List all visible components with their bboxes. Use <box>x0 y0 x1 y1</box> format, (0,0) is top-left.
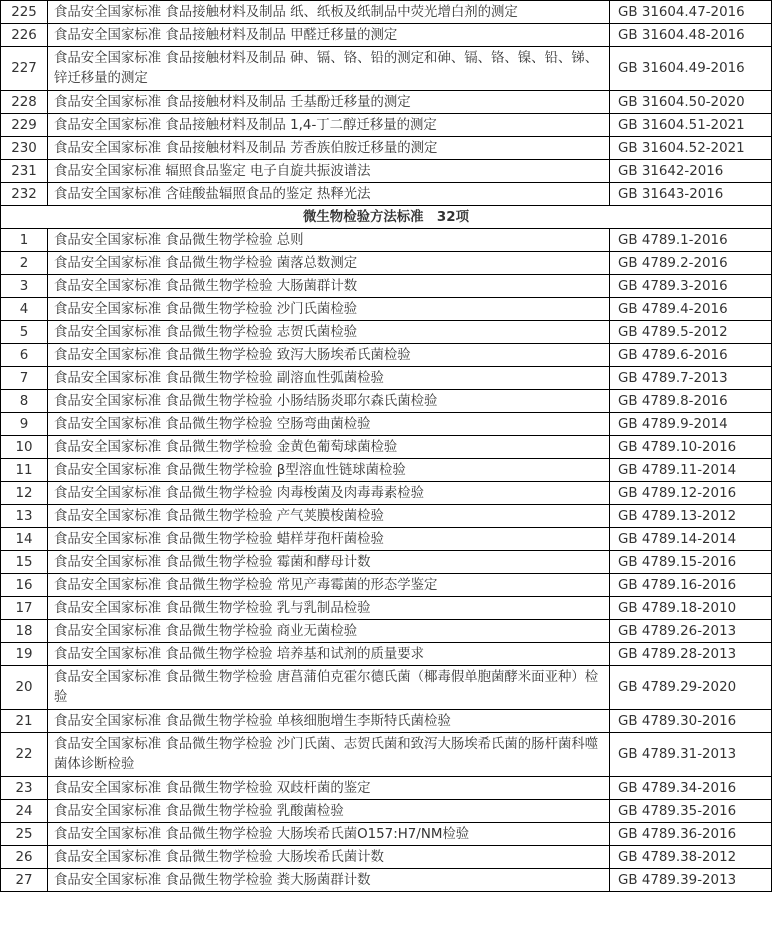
standard-code: GB 4789.9-2014 <box>610 413 772 436</box>
standard-name: 食品安全国家标准 食品微生物学检验 金黄色葡萄球菌检验 <box>48 436 610 459</box>
standard-code: GB 4789.6-2016 <box>610 344 772 367</box>
row-number: 20 <box>1 666 48 710</box>
standard-code: GB 31604.50-2020 <box>610 91 772 114</box>
standard-name: 食品安全国家标准 食品微生物学检验 乳酸菌检验 <box>48 800 610 823</box>
row-number: 2 <box>1 252 48 275</box>
standard-code: GB 31604.51-2021 <box>610 114 772 137</box>
row-number: 11 <box>1 459 48 482</box>
standard-code: GB 31604.48-2016 <box>610 24 772 47</box>
standard-code: GB 4789.14-2014 <box>610 528 772 551</box>
standard-code: GB 4789.10-2016 <box>610 436 772 459</box>
standard-name: 食品安全国家标准 辐照食品鉴定 电子自旋共振波谱法 <box>48 160 610 183</box>
row-number: 230 <box>1 137 48 160</box>
standard-name: 食品安全国家标准 食品微生物学检验 商业无菌检验 <box>48 620 610 643</box>
table-row <box>1 137 772 160</box>
standard-name: 食品安全国家标准 食品微生物学检验 大肠菌群计数 <box>48 275 610 298</box>
standard-code: GB 4789.16-2016 <box>610 574 772 597</box>
row-number: 15 <box>1 551 48 574</box>
standard-code: GB 31643-2016 <box>610 183 772 206</box>
standards-table-body <box>1 1 772 892</box>
standard-name: 食品安全国家标准 食品微生物学检验 双歧杆菌的鉴定 <box>48 777 610 800</box>
row-number: 4 <box>1 298 48 321</box>
table-row <box>1 390 772 413</box>
standard-code: GB 4789.30-2016 <box>610 710 772 733</box>
row-number: 6 <box>1 344 48 367</box>
table-row <box>1 321 772 344</box>
row-number: 231 <box>1 160 48 183</box>
table-row <box>1 620 772 643</box>
row-number: 16 <box>1 574 48 597</box>
row-number: 226 <box>1 24 48 47</box>
table-row <box>1 367 772 390</box>
standard-code: GB 4789.15-2016 <box>610 551 772 574</box>
standard-name: 食品安全国家标准 食品微生物学检验 菌落总数测定 <box>48 252 610 275</box>
standard-code: GB 4789.26-2013 <box>610 620 772 643</box>
standard-code: GB 31604.52-2021 <box>610 137 772 160</box>
row-number: 13 <box>1 505 48 528</box>
standard-name: 食品安全国家标准 食品微生物学检验 常见产毒霉菌的形态学鉴定 <box>48 574 610 597</box>
table-row <box>1 643 772 666</box>
row-number: 22 <box>1 733 48 777</box>
standard-name: 食品安全国家标准 食品接触材料及制品 芳香族伯胺迁移量的测定 <box>48 137 610 160</box>
standard-name: 食品安全国家标准 食品微生物学检验 沙门氏菌检验 <box>48 298 610 321</box>
standard-name: 食品安全国家标准 食品微生物学检验 志贺氏菌检验 <box>48 321 610 344</box>
standard-code: GB 4789.12-2016 <box>610 482 772 505</box>
table-row <box>1 574 772 597</box>
table-row <box>1 344 772 367</box>
table-row <box>1 24 772 47</box>
standard-name: 食品安全国家标准 含硅酸盐辐照食品的鉴定 热释光法 <box>48 183 610 206</box>
standard-code: GB 4789.11-2014 <box>610 459 772 482</box>
standard-name: 食品安全国家标准 食品微生物学检验 乳与乳制品检验 <box>48 597 610 620</box>
table-row <box>1 710 772 733</box>
standard-name: 食品安全国家标准 食品微生物学检验 唐菖蒲伯克霍尔德氏菌（椰毒假单胞菌酵米面亚种）检验 <box>48 666 610 710</box>
standard-name: 食品安全国家标准 食品微生物学检验 产气荚膜梭菌检验 <box>48 505 610 528</box>
row-number: 25 <box>1 823 48 846</box>
table-row <box>1 846 772 869</box>
row-number: 10 <box>1 436 48 459</box>
table-row <box>1 436 772 459</box>
table-row <box>1 482 772 505</box>
table-row <box>1 505 772 528</box>
standard-name: 食品安全国家标准 食品接触材料及制品 纸、纸板及纸制品中荧光增白剂的测定 <box>48 1 610 24</box>
standard-name: 食品安全国家标准 食品微生物学检验 单核细胞增生李斯特氏菌检验 <box>48 710 610 733</box>
standard-name: 食品安全国家标准 食品微生物学检验 培养基和试剂的质量要求 <box>48 643 610 666</box>
section-header-row <box>1 206 772 229</box>
row-number: 225 <box>1 1 48 24</box>
standard-name: 食品安全国家标准 食品微生物学检验 副溶血性弧菌检验 <box>48 367 610 390</box>
standard-name: 食品安全国家标准 食品微生物学检验 β型溶血性链球菌检验 <box>48 459 610 482</box>
table-row <box>1 869 772 892</box>
standard-code: GB 4789.3-2016 <box>610 275 772 298</box>
row-number: 21 <box>1 710 48 733</box>
standard-code: GB 4789.35-2016 <box>610 800 772 823</box>
standard-code: GB 4789.2-2016 <box>610 252 772 275</box>
standard-code: GB 4789.8-2016 <box>610 390 772 413</box>
standard-code: GB 4789.1-2016 <box>610 229 772 252</box>
standard-name: 食品安全国家标准 食品微生物学检验 大肠埃希氏菌计数 <box>48 846 610 869</box>
row-number: 24 <box>1 800 48 823</box>
standard-code: GB 4789.36-2016 <box>610 823 772 846</box>
table-row <box>1 47 772 91</box>
row-number: 23 <box>1 777 48 800</box>
standard-code: GB 4789.31-2013 <box>610 733 772 777</box>
row-number: 8 <box>1 390 48 413</box>
table-row <box>1 298 772 321</box>
standard-code: GB 4789.18-2010 <box>610 597 772 620</box>
row-number: 229 <box>1 114 48 137</box>
row-number: 27 <box>1 869 48 892</box>
section-title: 微生物检验方法标准 32项 <box>1 206 772 229</box>
row-number: 17 <box>1 597 48 620</box>
row-number: 228 <box>1 91 48 114</box>
standard-name: 食品安全国家标准 食品微生物学检验 小肠结肠炎耶尔森氏菌检验 <box>48 390 610 413</box>
table-row <box>1 183 772 206</box>
row-number: 227 <box>1 47 48 91</box>
table-row <box>1 777 772 800</box>
standard-code: GB 4789.39-2013 <box>610 869 772 892</box>
standard-name: 食品安全国家标准 食品微生物学检验 霉菌和酵母计数 <box>48 551 610 574</box>
standard-name: 食品安全国家标准 食品接触材料及制品 甲醛迁移量的测定 <box>48 24 610 47</box>
row-number: 9 <box>1 413 48 436</box>
standard-name: 食品安全国家标准 食品微生物学检验 空肠弯曲菌检验 <box>48 413 610 436</box>
standard-name: 食品安全国家标准 食品微生物学检验 粪大肠菌群计数 <box>48 869 610 892</box>
table-row <box>1 666 772 710</box>
standard-code: GB 4789.28-2013 <box>610 643 772 666</box>
table-row <box>1 551 772 574</box>
table-row <box>1 275 772 298</box>
standard-name: 食品安全国家标准 食品接触材料及制品 砷、镉、铬、铅的测定和砷、镉、铬、镍、铅、锑、锌迁移量的测定 <box>48 47 610 91</box>
row-number: 1 <box>1 229 48 252</box>
table-row <box>1 91 772 114</box>
table-row <box>1 823 772 846</box>
standard-name: 食品安全国家标准 食品微生物学检验 肉毒梭菌及肉毒毒素检验 <box>48 482 610 505</box>
standard-code: GB 4789.38-2012 <box>610 846 772 869</box>
standard-name: 食品安全国家标准 食品接触材料及制品 1,4-丁二醇迁移量的测定 <box>48 114 610 137</box>
standard-code: GB 31604.47-2016 <box>610 1 772 24</box>
standard-code: GB 31642-2016 <box>610 160 772 183</box>
table-row <box>1 160 772 183</box>
table-row <box>1 252 772 275</box>
standard-code: GB 4789.7-2013 <box>610 367 772 390</box>
standard-code: GB 4789.34-2016 <box>610 777 772 800</box>
row-number: 12 <box>1 482 48 505</box>
standard-name: 食品安全国家标准 食品微生物学检验 总则 <box>48 229 610 252</box>
standard-name: 食品安全国家标准 食品微生物学检验 沙门氏菌、志贺氏菌和致泻大肠埃希氏菌的肠杆菌科噬菌体诊断检验 <box>48 733 610 777</box>
row-number: 26 <box>1 846 48 869</box>
row-number: 3 <box>1 275 48 298</box>
row-number: 14 <box>1 528 48 551</box>
row-number: 5 <box>1 321 48 344</box>
table-row <box>1 597 772 620</box>
standard-code: GB 4789.13-2012 <box>610 505 772 528</box>
table-row <box>1 459 772 482</box>
row-number: 232 <box>1 183 48 206</box>
table-row <box>1 733 772 777</box>
standard-name: 食品安全国家标准 食品微生物学检验 蜡样芽孢杆菌检验 <box>48 528 610 551</box>
table-row <box>1 800 772 823</box>
standard-code: GB 4789.5-2012 <box>610 321 772 344</box>
table-row <box>1 114 772 137</box>
table-row <box>1 229 772 252</box>
standard-code: GB 4789.29-2020 <box>610 666 772 710</box>
standard-name: 食品安全国家标准 食品微生物学检验 大肠埃希氏菌O157:H7/NM检验 <box>48 823 610 846</box>
standard-name: 食品安全国家标准 食品接触材料及制品 壬基酚迁移量的测定 <box>48 91 610 114</box>
standard-code: GB 4789.4-2016 <box>610 298 772 321</box>
table-row <box>1 413 772 436</box>
standard-name: 食品安全国家标准 食品微生物学检验 致泻大肠埃希氏菌检验 <box>48 344 610 367</box>
row-number: 18 <box>1 620 48 643</box>
row-number: 19 <box>1 643 48 666</box>
table-row <box>1 1 772 24</box>
standard-code: GB 31604.49-2016 <box>610 47 772 91</box>
row-number: 7 <box>1 367 48 390</box>
table-row <box>1 528 772 551</box>
